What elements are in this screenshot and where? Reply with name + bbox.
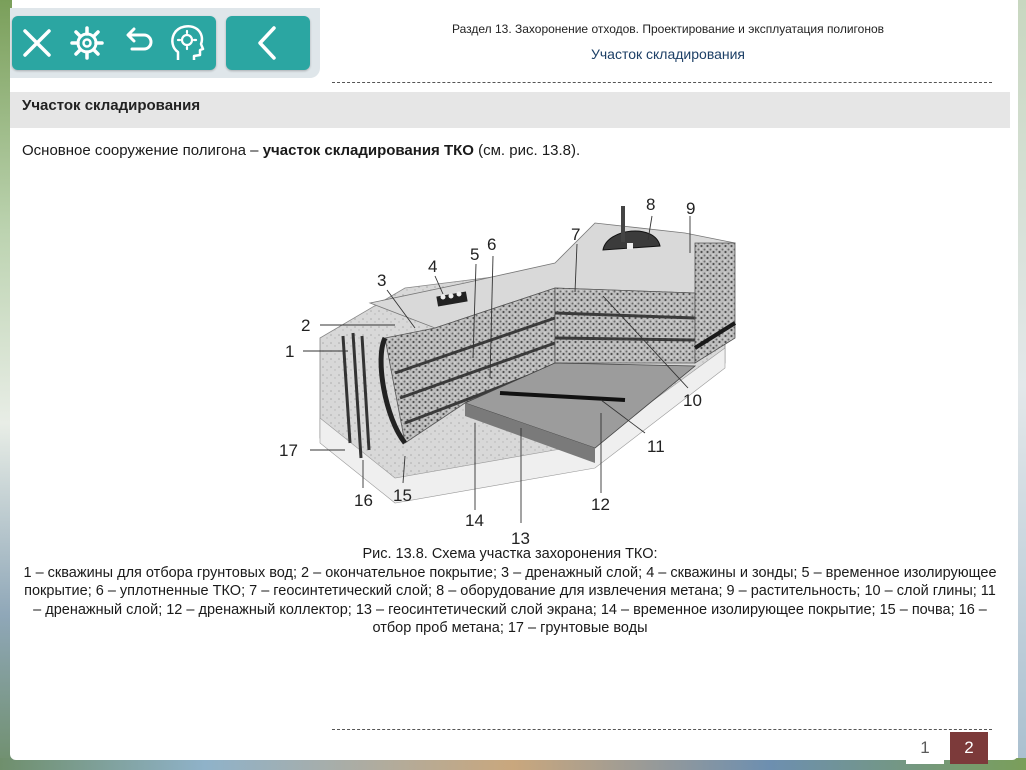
landfill-diagram [265,188,745,548]
intro-text [22,142,580,159]
label-9: 9 [686,199,696,218]
label-10: 10 [683,391,702,410]
head-gear-icon [168,23,206,63]
toolbar [10,8,320,78]
back-button[interactable] [243,16,293,70]
close-icon [20,26,54,60]
label-4: 4 [428,257,438,276]
undo-icon [120,26,154,60]
label-8: 8 [646,195,656,214]
label-6: 6 [487,235,497,254]
page-button-1[interactable]: 1 [906,732,944,764]
label-7: 7 [571,225,581,244]
back-chevron-icon [253,25,283,61]
label-12: 12 [591,495,610,514]
intro-after: (см. рис. 13.8). [473,142,581,159]
label-15: 15 [393,486,412,505]
close-button[interactable] [12,16,62,70]
gear-icon [69,25,105,61]
settings-button[interactable] [62,16,112,70]
caption-title: Рис. 13.8. Схема участка захоронения ТКО: [362,546,658,562]
undo-button[interactable] [112,16,162,70]
pagination [906,732,988,764]
section-title: Раздел 13. Захоронение отходов. Проектирование и эксплуатация полигонов [451,22,885,36]
toolbar-main-group [12,16,216,70]
background-right [1018,0,1026,770]
label-11: 11 [647,437,665,456]
page [10,8,1018,760]
divider-top [332,82,992,83]
label-16: 16 [354,491,373,510]
intro-bold: участок складирования ТКО [262,142,474,159]
toolbar-nav-group [226,16,310,70]
label-14: 14 [465,511,484,530]
label-17: 17 [279,441,298,460]
mind-settings-button[interactable] [162,16,212,70]
figure-caption [22,545,998,638]
label-13: 13 [511,529,530,548]
intro-before: Основное сооружение полигона – [22,142,263,159]
label-5: 5 [470,245,480,264]
label-3: 3 [377,271,387,290]
card-title: Участок складирования [22,97,201,114]
label-1: 1 [285,342,295,361]
caption-text: 1 – скважины для отбора грунтовых вод; 2 – окончательное покрытие; 3 – дренажный слой; 4 – скважины и зонды; 5 – временное изолирующее покрытие; 6 – уплотненные ТКО; 7 – геосинтетический слой; 8 – оборудование для извлечения метана; 9 – растительность; 10 – слой глины; 11 – дренажный слой; 12 – дренажный коллектор; 13 – геосинтетический слой экрана; 14 – временное изолирующее покрытие; 15 – почва; 16 – отбор проб метана; 17 – грунтовые воды [23,564,997,636]
page-subtitle: Участок складирования [590,46,746,62]
label-2: 2 [301,316,311,335]
page-button-2[interactable]: 2 [950,732,988,764]
divider-bottom [332,729,992,730]
landfill-illustration [303,206,735,523]
